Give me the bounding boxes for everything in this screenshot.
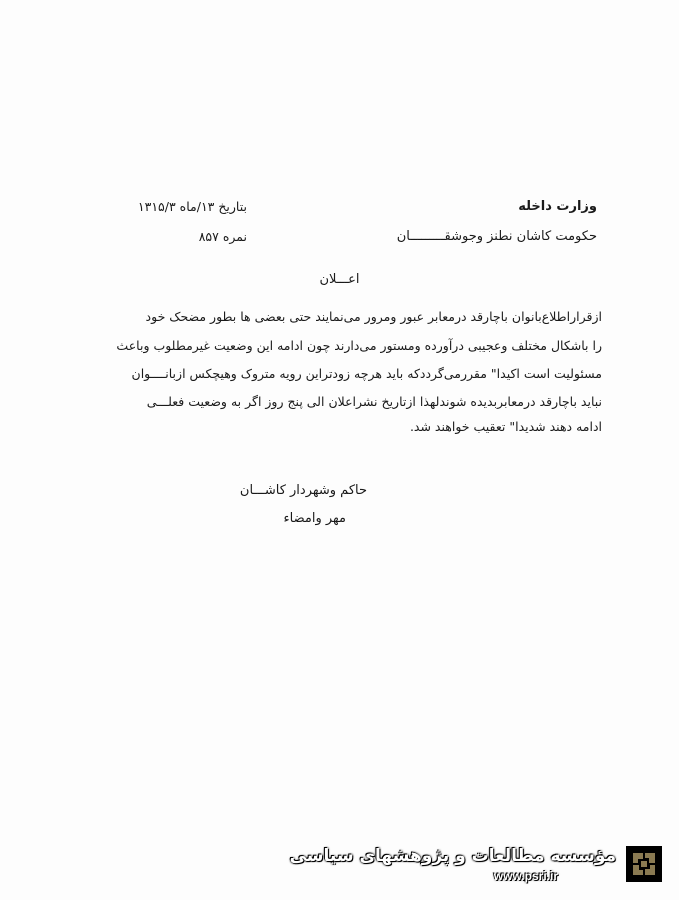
government-heading: حکومت کاشان نطنز وجوشقـــــــــان <box>396 229 597 244</box>
notice-body-line: ادامه دهند شدیدا" تعقیب خواهند شد. <box>409 419 602 434</box>
publisher-watermark <box>289 842 670 890</box>
notice-body-line: ازقراراطلاع‌بانوان باچارقد درمعابر عبور ومرور می‌نمایند حتی بعضی ها بطور مضحک خود <box>145 309 602 324</box>
publisher-name: مؤسسه مطالعات و پژوهشهای سیاسی <box>289 846 616 866</box>
notice-title: اعـــلان <box>319 272 360 287</box>
document-date: بتاریخ ۱۳/ماه ۱۳۱۵/۳ <box>137 199 247 214</box>
ministry-heading: وزارت داخله <box>518 199 597 214</box>
document-number: نمره ۸۵۷ <box>198 229 247 244</box>
publisher-url[interactable]: www.psri.ir <box>493 869 558 883</box>
notice-body-line: نباید باچارقد درمعابربدیده شوندلهذا ازتاریخ نشراعلان الی پنج روز اگر به وضعیت فعلـــی <box>146 394 602 409</box>
psri-logo-icon <box>626 846 662 882</box>
signatory-title: حاکم وشهردار کاشـــان <box>239 483 367 498</box>
notice-body-line: را باشکال مختلف وعجیبی درآورده ومستور می‌دارند چون ادامه این وضعیت غیرمطلوب وباعث <box>116 338 602 353</box>
seal-and-signature-note: مهر وامضاء <box>283 511 346 526</box>
notice-body-line: مسئولیت است اکیدا" مقررمی‌گرددکه باید هرچه زودتراین رویه متروک وهیچکس ازبانــــوان <box>131 366 602 381</box>
